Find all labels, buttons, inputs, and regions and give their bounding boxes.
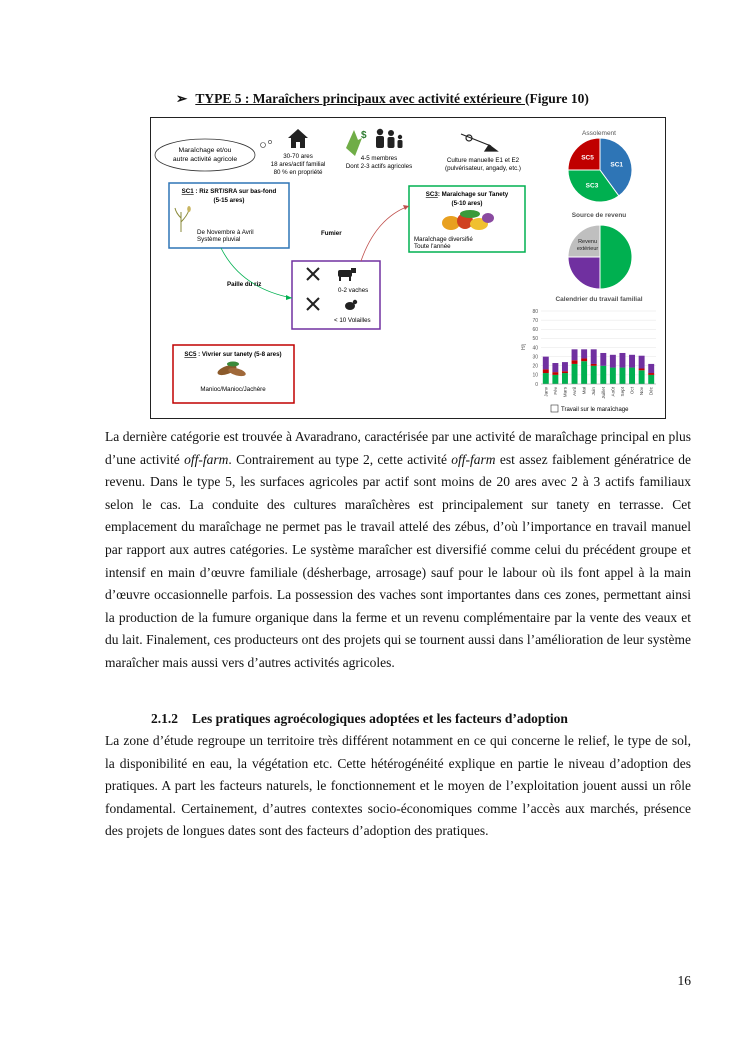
bar-Juin-s1 <box>591 364 597 366</box>
calendar-title: Calendrier du travail familial <box>555 296 643 303</box>
bar-Mars-s2 <box>562 362 568 371</box>
svg-text:SC1 : Riz SRT/SRA sur bas-fond <box>182 188 277 195</box>
y-tick-10: 10 <box>532 372 538 379</box>
assolement-title: Assolement <box>582 130 616 137</box>
figure-reference: (Figure 10) <box>524 91 589 106</box>
month-label-10: Nov <box>639 387 645 396</box>
sc3-period: Toute l'année <box>414 243 451 250</box>
tools-line-2: (pulvérisateur, angady, etc.) <box>445 165 521 172</box>
y-tick-20: 20 <box>532 363 538 370</box>
sc1-area: (5-15 ares) <box>213 197 245 204</box>
y-tick-60: 60 <box>532 327 538 334</box>
farm-typology-diagram <box>151 118 665 418</box>
section-number: 2.1.2 <box>151 711 178 726</box>
bar-Nov-s1 <box>639 368 645 370</box>
month-label-2: Mars <box>562 387 568 398</box>
y-tick-70: 70 <box>532 317 538 324</box>
section-2-1-2-heading <box>151 711 582 727</box>
agricultural-workers: Dont 2-3 actifs agricoles <box>345 163 413 170</box>
arrow-bullet-icon: ➢ <box>176 91 188 106</box>
bar-Fév-s1 <box>552 372 558 375</box>
cattle-count: 0-2 vaches <box>338 287 369 294</box>
type5-heading <box>176 91 589 107</box>
paragraph-type5-description: La dernière catégorie est trouvée à Avaradrano, caractérisée par une activité de maraîchage principal en plus d’une activité off-farm. Contrairement au type 2, cette activité off-farm est assez faiblement génératrice de revenu. Dans le type 5, les surfaces agricoles par actif sont moins de 20 ares avec 2 à 3 actifs familiaux selon le cas. La conduite des cultures maraîchères est principalement sur tanety en terrasse. Cet emplacement du maraîchage ne permet pas le travail attelé des zébus, d’où l’importance en travail manuel par rapport aux autres catégories. Le système maraîcher est diversifié comme celui du précédent groupe et intensif en main d’œuvre familiale (désherbage, arrosage) sauf pour le labour où ils font appel à la main d’œuvre occasionnelle parfois. La possession des vaches sont importantes dans ces zones, permettant ainsi la production de la fumure organique dans la ferme et un revenu complémentaire par la vente des veaux et du lait. Finalement, ces producteurs ont des projets qui se tournent aussi dans l’amélioration de leur système maraîcher mais aussi vers d’autres activités agricoles. <box>105 429 692 670</box>
paragraph-study-zone: La zone d’étude regroupe un territoire très différent notamment en ce qui concerne le relief, le type de sol, la disponibilité en eau, la végétation etc. Cette hétérogénéité explique en partie le niveau d’adoption des pratiques. A part les facteurs naturels, le fonctionnement et le moyen de l’exploitation jouent aussi un rôle fondamental. Certainement, d’autres contextes socio-économiques comme l’accès aux marchés, présence des projets de longues dates sont des facteurs d’adoption des pratiques. <box>105 733 691 839</box>
bar-Fév-s0 <box>552 375 558 384</box>
y-tick-50: 50 <box>532 336 538 343</box>
revenu-slice-1 <box>568 257 600 289</box>
revenu-label-2-1: extérieur <box>576 246 599 253</box>
revenu-title: Source de revenu <box>571 212 627 219</box>
tools-line-1: Culture manuelle E1 et E2 <box>446 157 520 164</box>
sc1-prefix: SC1 <box>181 188 194 195</box>
thought-bubble <box>155 139 272 171</box>
farm-area: 30-70 ares <box>283 153 313 160</box>
bar-Avril-s2 <box>572 349 578 360</box>
sc5-rotation: Manioc/Manioc/Jachère <box>200 386 266 393</box>
bubble-line-2: autre activité agricole <box>172 156 238 163</box>
legend-label: Travail sur le maraîchage <box>561 407 629 413</box>
assolement-label-2: SC5 <box>581 154 594 162</box>
assolement-label-1: SC3 <box>585 182 599 190</box>
svg-text:$: $ <box>361 130 367 141</box>
revenu-label-2-0: Revenu <box>578 239 598 246</box>
bar-Juillet-s2 <box>600 353 606 366</box>
bar-Sept-s2 <box>619 353 625 368</box>
bar-Sept-s0 <box>619 368 625 384</box>
bar-Avril-s0 <box>572 364 578 384</box>
bar-Mai-s1 <box>581 358 587 361</box>
sc5-box <box>173 345 294 403</box>
household-members: 4-5 membres <box>360 155 398 162</box>
livestock-box <box>292 261 380 329</box>
family-icon <box>376 129 403 148</box>
assolement-label-0: SC1 <box>610 161 624 169</box>
bar-Oct-s0 <box>629 368 635 384</box>
manure-flow-arrow <box>361 206 409 261</box>
straw-label: Paille du riz <box>227 281 262 288</box>
bar-Août-s2 <box>610 355 616 368</box>
sc5-title: : Vivrier sur tanety (5-8 ares) <box>196 351 282 358</box>
bar-Déc-s0 <box>648 375 654 384</box>
sc1-period: De Novembre à Avril <box>197 229 254 236</box>
month-label-0: Janv <box>543 387 549 397</box>
calendar-y-axis-label: H/j <box>521 343 527 350</box>
y-tick-30: 30 <box>532 354 538 361</box>
month-label-5: Juin <box>591 387 597 396</box>
revenu-slice-0 <box>600 225 632 289</box>
revenu-pie <box>568 225 632 289</box>
bar-Mars-s0 <box>562 373 568 384</box>
sc3-area: (5-10 ares) <box>451 200 483 207</box>
sc3-title: : Maraîchage sur Tanety <box>437 191 509 198</box>
bar-Janv-s0 <box>543 373 549 384</box>
month-label-1: Fév <box>552 387 558 395</box>
bar-Janv-s1 <box>543 369 549 373</box>
month-label-3: Avril <box>572 387 578 396</box>
farm-area-per-worker: 18 ares/actif familial <box>270 161 326 168</box>
section-title: Les pratiques agroécologiques adoptées et les facteurs d’adoption <box>192 711 568 726</box>
bar-Avril-s1 <box>572 360 578 364</box>
house-icon <box>288 129 308 148</box>
assolement-pie <box>568 138 632 202</box>
bar-Nov-s2 <box>639 356 645 369</box>
month-label-11: Déc <box>648 387 654 396</box>
bar-Janv-s2 <box>543 357 549 370</box>
bar-Nov-s0 <box>639 370 645 384</box>
sc3-prefix: SC3 <box>425 191 438 198</box>
month-label-9: Oct <box>629 387 635 395</box>
month-label-7: Août <box>610 387 616 397</box>
bar-Mars-s1 <box>562 371 568 373</box>
bar-Mai-s0 <box>581 361 587 384</box>
bar-Juin-s0 <box>591 366 597 384</box>
month-label-6: Juillet <box>600 387 606 399</box>
bar-Fév-s2 <box>552 363 558 372</box>
bubble-line-1: Maraîchage et/ou <box>178 147 232 154</box>
y-tick-80: 80 <box>532 308 538 315</box>
manure-arrowhead <box>403 205 409 210</box>
y-tick-40: 40 <box>532 345 538 352</box>
y-tick-0: 0 <box>535 381 538 388</box>
figure-10 <box>150 117 666 419</box>
bar-Juin-s2 <box>591 349 597 364</box>
sc1-box <box>169 183 289 248</box>
bar-Mai-s2 <box>581 349 587 358</box>
bar-Oct-s2 <box>629 355 635 368</box>
sc1-system: Système pluvial <box>197 236 241 243</box>
month-label-8: Sept <box>619 387 625 397</box>
sc3-box <box>409 186 525 252</box>
svg-text:SC3: Maraîchage sur Tanety <box>426 191 509 198</box>
plough-icon <box>461 134 497 151</box>
farm-ownership: 80 % en propriété <box>273 169 323 176</box>
sc1-title: : Riz SRT/SRA sur bas-fond <box>193 188 277 195</box>
sc3-type: Maraîchage diversifié <box>414 236 473 243</box>
legend-swatch <box>551 405 558 412</box>
month-label-4: Mai <box>581 387 587 395</box>
bar-Déc-s1 <box>648 373 654 375</box>
bar-Juillet-s0 <box>600 366 606 384</box>
calendar-bar-chart <box>532 309 656 399</box>
type5-title: TYPE 5 : Maraîchers principaux avec activité extérieure <box>195 91 525 106</box>
svg-text:SC5 : Vivrier sur tanety (5-8 <box>184 351 281 358</box>
page-number: 16 <box>677 973 691 988</box>
bar-Août-s0 <box>610 368 616 384</box>
money-arrow-icon <box>346 130 367 156</box>
bar-Déc-s2 <box>648 364 654 373</box>
manure-label: Fumier <box>321 230 342 237</box>
poultry-count: < 10 Volailles <box>334 317 371 324</box>
straw-flow-arrow <box>221 248 292 298</box>
sc5-prefix: SC5 <box>184 351 197 358</box>
